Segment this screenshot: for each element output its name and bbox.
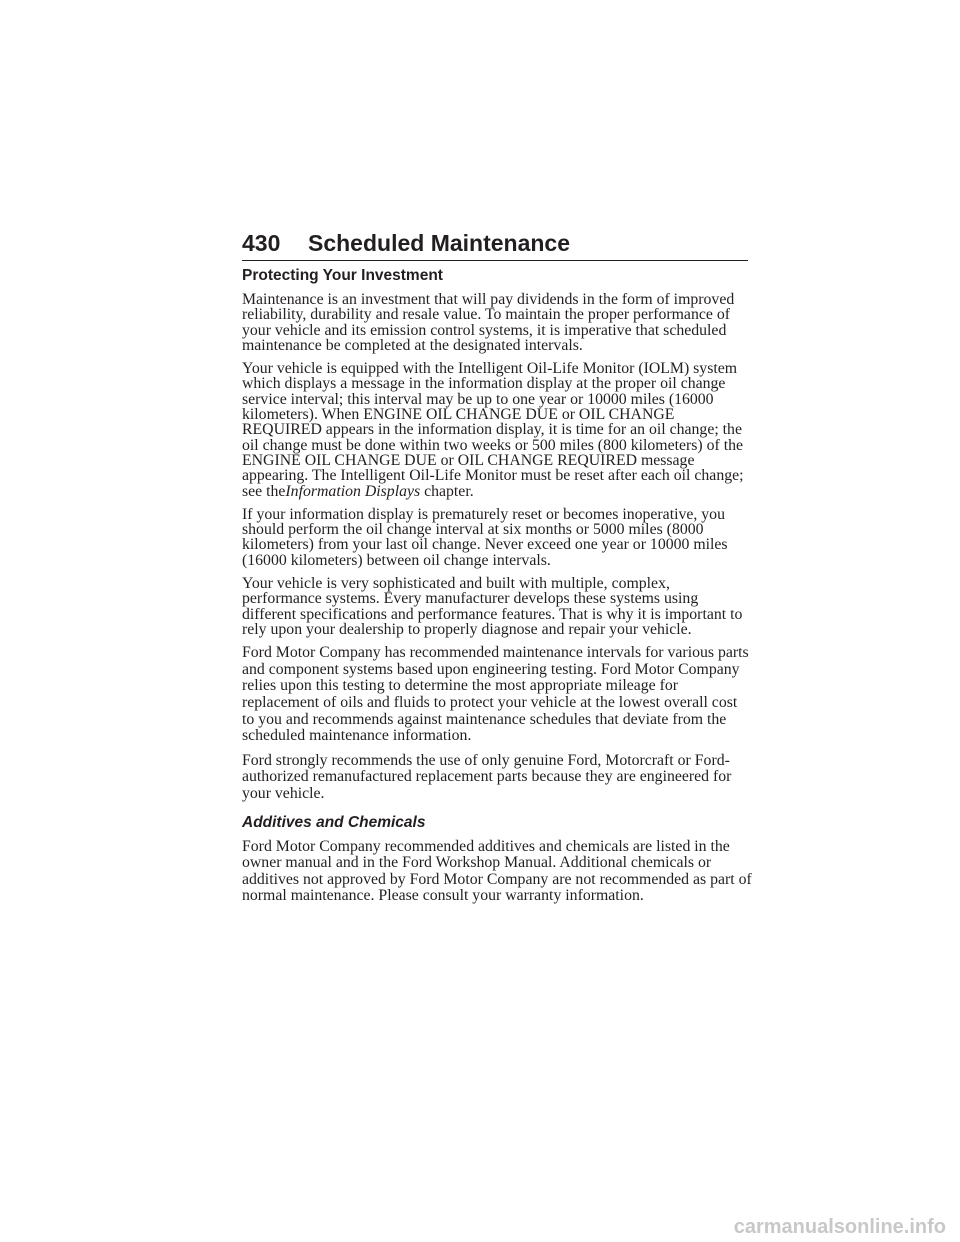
heading-protecting-investment: Protecting Your Investment bbox=[242, 267, 443, 284]
paragraph-additives: Ford Motor Company recommended additives and chemicals are listed in the owner manual and in the Ford Workshop Manual. Additional chemicals or additives not approved by Ford Motor Company are not recommended as part of normal maintenance. Please consult your warranty information. bbox=[242, 837, 752, 905]
heading-additives-chemicals: Additives and Chemicals bbox=[242, 813, 426, 831]
page-header bbox=[242, 222, 748, 261]
paragraph-iolm bbox=[242, 361, 752, 499]
paragraph-iolm-text: Your vehicle is equipped with the Intelligent Oil-Life Monitor (IOLM) system which displays a message in the information display at the proper oil change service interval; this interval may be up to one year or 10000 miles (16000 kilometers). When ENGINE OIL CHANGE DUE or OIL CHANGE REQUIRED appears in the information display, it is time for an oil change; the oil change must be done within two weeks or 500 miles (800 kilometers) of the ENGINE OIL CHANGE DUE or OIL CHANGE REQUIRED message appearing. The Intelligent Oil-Life Monitor must be reset after each oil change; see the bbox=[242, 360, 744, 500]
page-content bbox=[242, 266, 752, 913]
section-title: Scheduled Maintenance bbox=[308, 230, 571, 256]
paragraph-sophisticated-vehicle: Your vehicle is very sophisticated and built with multiple, complex, performance systems. Every manufacturer develops these systems using different specifications and performance features. That is why it is important to rely upon your dealership to properly diagnose and repair your vehicle. bbox=[242, 575, 743, 638]
paragraph-genuine-parts: Ford strongly recommends the use of only genuine Ford, Motorcraft or Ford-authorized remanufactured replacement parts because they are engineered for your vehicle. bbox=[242, 751, 732, 802]
information-displays-reference: Information Displays bbox=[285, 482, 421, 500]
paragraph-maintenance-investment: Maintenance is an investment that will pay dividends in the form of improved reliability, durability and resale value. To maintain the proper performance of your vehicle and its emission control systems, it is imperative that scheduled maintenance be completed at the designated intervals. bbox=[242, 291, 735, 354]
paragraph-display-reset: If your information display is prematurely reset or becomes inoperative, you should perform the oil change interval at six months or 5000 miles (8000 kilometers) from your last oil change. Never exceed one year or 10000 miles (16000 kilometers) between oil change intervals. bbox=[242, 505, 728, 569]
paragraph-iolm-end: chapter. bbox=[424, 482, 474, 500]
watermark-logo: carmanualsonline.info bbox=[733, 1216, 946, 1238]
page-number: 430 bbox=[242, 230, 281, 256]
paragraph-recommended-intervals: Ford Motor Company has recommended maintenance intervals for various parts and component systems based upon engineering testing. Ford Motor Company relies upon this testing to determine the most appropriate mileage for replacement of oils and fluids to protect your vehicle at the lowest overall cost to you and recommends against maintenance schedules that deviate from the scheduled maintenance information. bbox=[242, 644, 749, 745]
